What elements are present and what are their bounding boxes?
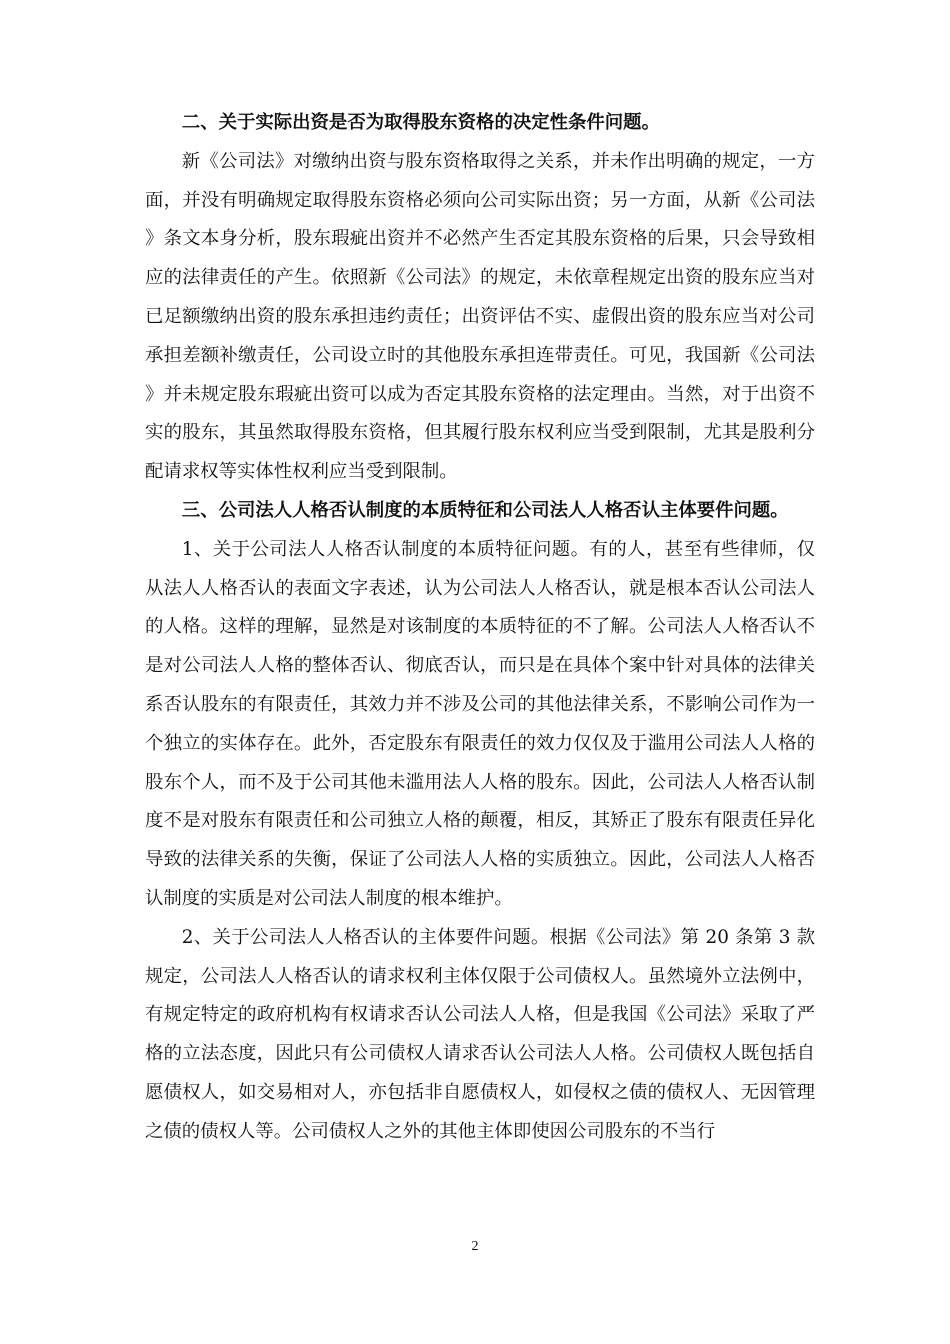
page-number: 2 xyxy=(471,1239,479,1254)
body-paragraph: 2、关于公司法人人格否认的主体要件问题。根据《公司法》第 20 条第 3 款规定，公司法人人格否认的请求权利主体仅限于公司债权人。虽然境外立法例中，有规定特定的政府机构有权请求否认公司法人人格，但是我国《公司法》采取了严格的立法态度，因此只有公司债权人请求否认公司法人人格。公司债权人既包括自愿债权人，如交易相对人，亦包括非自愿债权人，如侵权之债的债权人、无因管理之债的债权人等。公司债权人之外的其他主体即使因公司股东的不当行 xyxy=(145,926,815,1142)
document-body xyxy=(145,104,815,1152)
body-paragraph: 新《公司法》对缴纳出资与股东资格取得之关系，并未作出明确的规定，一方面，并没有明确规定取得股东资格必须向公司实际出资；另一方面，从新《公司法》条文本身分析，股东瑕疵出资并不必然产生否定其股东资格的后果，只会导致相应的法律责任的产生。依照新《公司法》的规定，未依章程规定出资的股东应当对已足额缴纳出资的股东承担违约责任；出资评估不实、虚假出资的股东应当对公司承担差额补缴责任，公司设立时的其他股东承担连带责任。可见，我国新《公司法》并未规定股东瑕疵出资可以成为否定其股东资格的法定理由。当然，对于出资不实的股东，其虽然取得股东资格，但其履行股东权利应当受到限制，尤其是股利分配请求权等实体性权利应当受到限制。 xyxy=(145,150,815,483)
body-paragraph: 1、关于公司法人人格否认制度的本质特征问题。有的人，甚至有些律师，仅从法人人格否认的表面文字表述，认为公司法人人格否认，就是根本否认公司法人的人格。这样的理解，显然是对该制度的本质特征的不了解。公司法人人格否认不是对公司法人人格的整体否认、彻底否认，而只是在具体个案中针对具体的法律关系否认股东的有限责任，其效力并不涉及公司的其他法律关系，不影响公司作为一个独立的实体存在。此外，否定股东有限责任的效力仅仅及于滥用公司法人人格的股东个人，而不及于公司其他未滥用法人人格的股东。因此，公司法人人格否认制度不是对股东有限责任和公司独立人格的颠覆，相反，其矫正了股东有限责任异化导致的法律关系的失衡，保证了公司法人人格的实质独立。因此，公司法人人格否认制度的实质是对公司法人制度的根本维护。 xyxy=(145,538,815,909)
section-heading-2: 二、关于实际出资是否为取得股东资格的决定性条件问题。 xyxy=(181,112,660,133)
section-heading-3: 三、公司法人人格否认制度的本质特征和公司法人人格否认主体要件问题。 xyxy=(181,499,789,521)
